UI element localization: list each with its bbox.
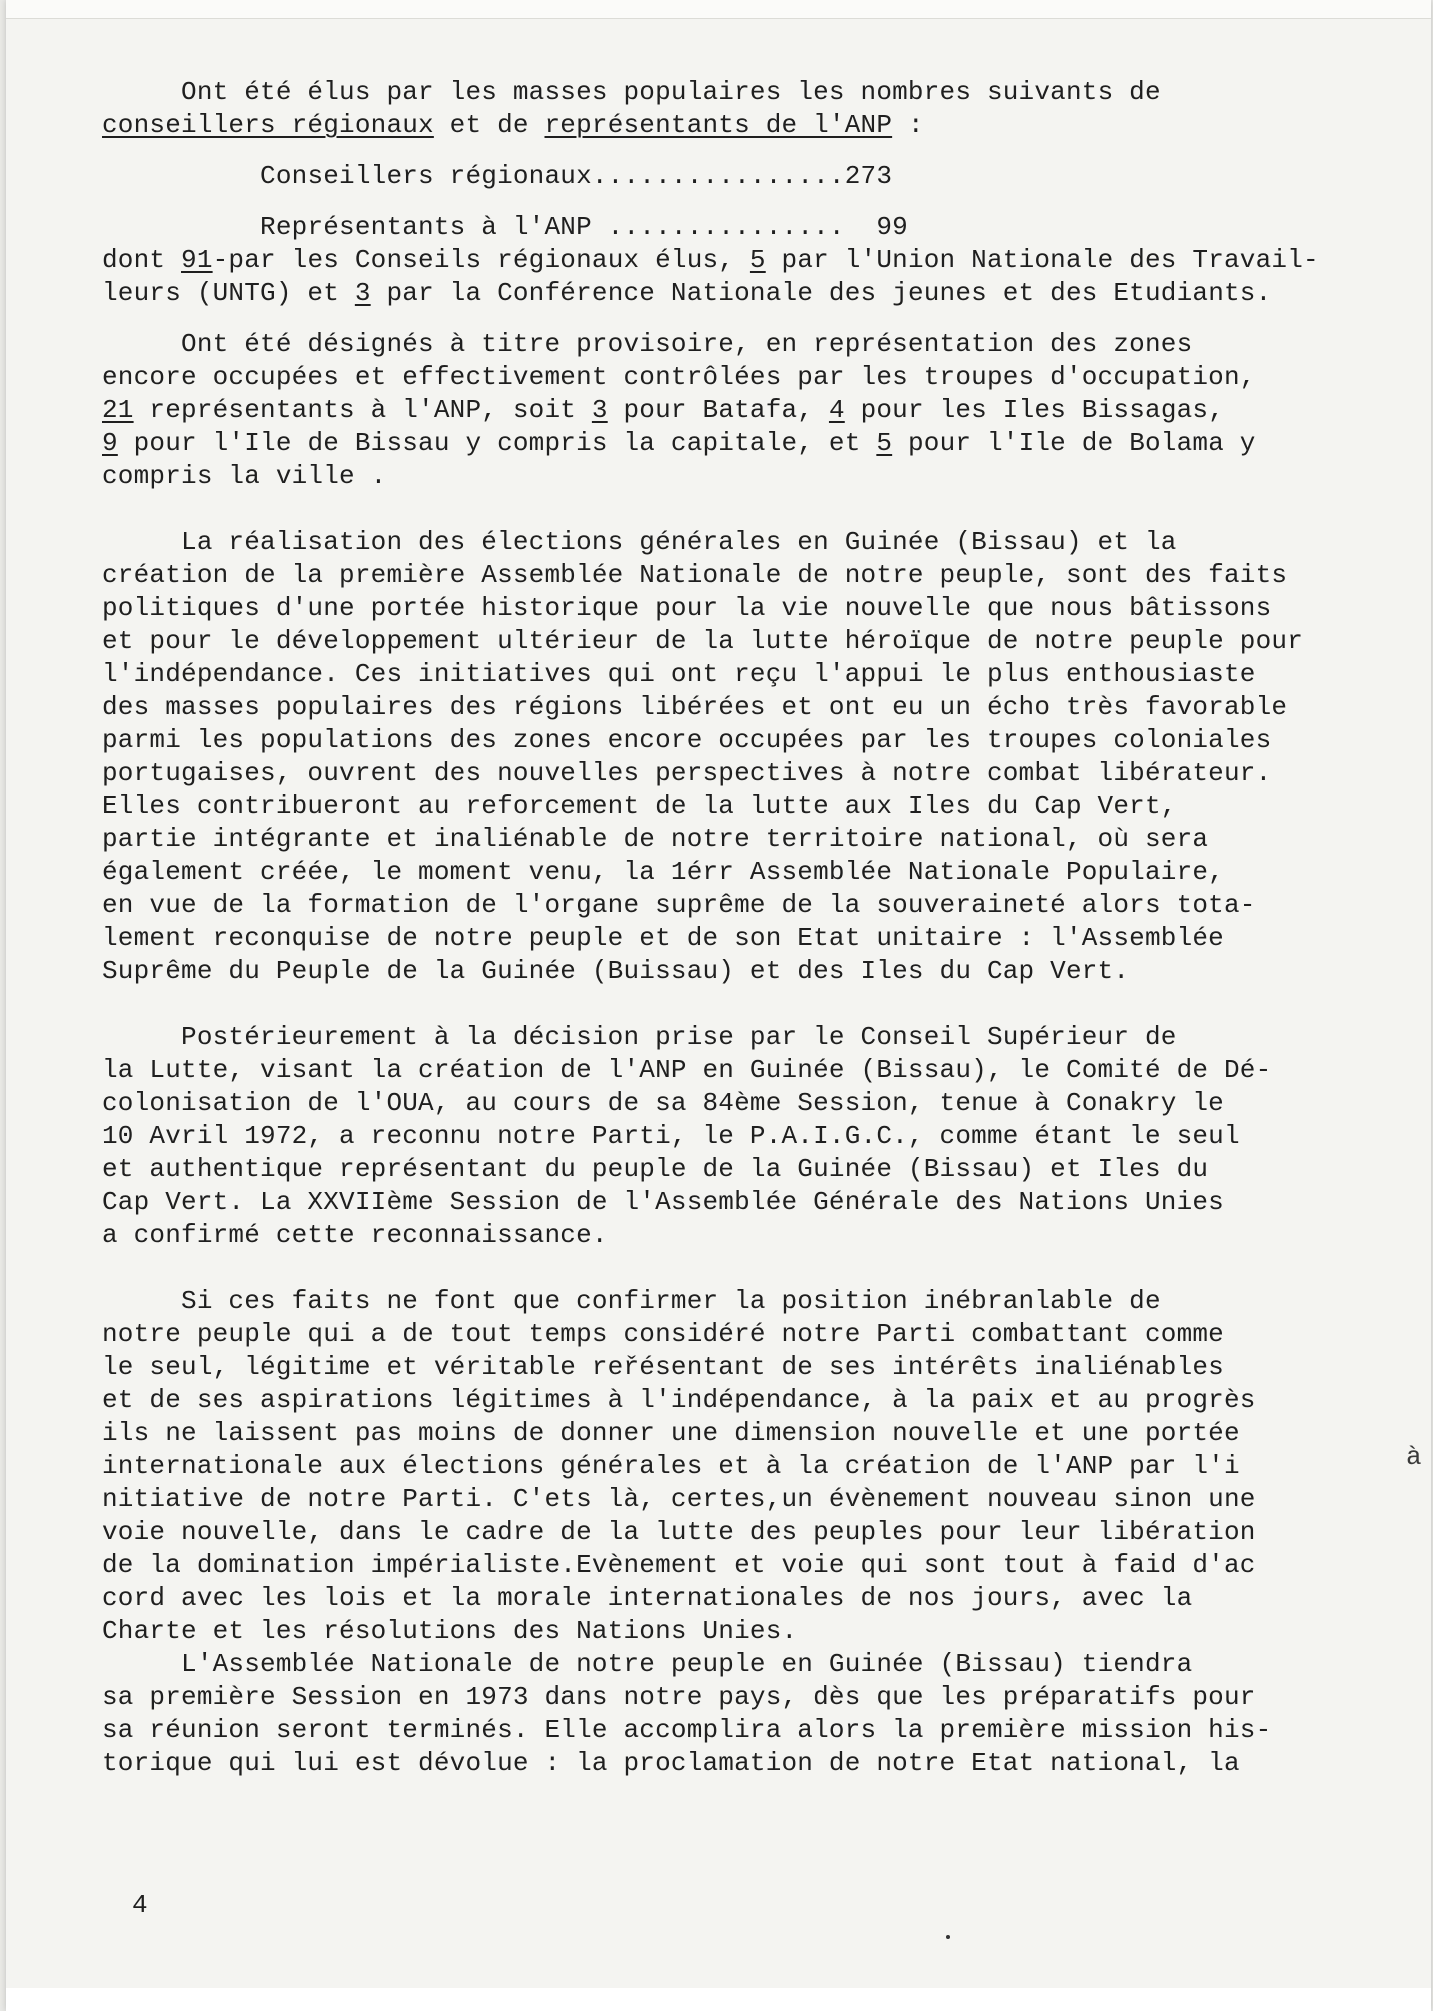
text-line: en vue de la formation de l'organe suprême de la souveraineté alors tota-: [102, 890, 1256, 920]
text-span: -par les Conseils régionaux élus,: [212, 245, 750, 275]
text-line: portugaises, ouvrent des nouvelles perspectives à notre combat libérateur.: [102, 758, 1272, 788]
text-line: [102, 76, 1382, 109]
text-line: cord avec les lois et la morale internationales de nos jours, avec la: [102, 1583, 1193, 1613]
count-regional: [102, 160, 1382, 193]
paragraph-elections: [102, 526, 1382, 988]
text-line: L'Assemblée Nationale de notre peuple en Guinée (Bissau) tiendra: [102, 1649, 1193, 1679]
underlined-number: 3: [354, 278, 371, 308]
text-line: [102, 394, 1382, 427]
count-anp: [102, 211, 1382, 244]
text-line: Si ces faits ne font que confirmer la position inébranlable de: [102, 1286, 1161, 1316]
text-span: leurs (UNTG) et: [102, 278, 355, 308]
page-top-fold: [6, 0, 1431, 19]
text-line: 10 Avril 1972, a reconnu notre Parti, le P.A.I.G.C., comme étant le seul: [102, 1121, 1240, 1151]
text-span: pour les Iles Bissagas,: [844, 395, 1225, 425]
text-span: Représentants à l'ANP ............... 99: [260, 212, 908, 242]
text-span: encore occupées et effectivement contrôlées par les troupes d'occupation,: [102, 362, 1256, 392]
text-line: et pour le développement ultérieur de la lutte héroïque de notre peuple pour: [102, 626, 1303, 656]
text-line: Suprême du Peuple de la Guinée (Buissau) et des Iles du Cap Vert.: [102, 956, 1130, 986]
text-line: nitiative de notre Parti. C'ets là, certes,un évènement nouveau sinon une: [102, 1484, 1256, 1514]
document-page: [6, 0, 1431, 2011]
text-span: pour l'Ile de Bissau y compris la capitale, et: [117, 428, 877, 458]
text-line: création de la première Assemblée Nationale de notre peuple, sont des faits: [102, 560, 1288, 590]
text-line: [102, 277, 1382, 310]
text-span: dont: [102, 245, 182, 275]
text-line: des masses populaires des régions libérées et ont eu un écho très favorable: [102, 692, 1288, 722]
text-span: Ont été élus par les masses populaires les nombres suivants de: [181, 77, 1161, 107]
text-line: sa réunion seront terminés. Elle accomplira alors la première mission his-: [102, 1715, 1272, 1745]
text-line: le seul, légitime et véritable reřésentant de ses intérêts inaliénables: [102, 1352, 1224, 1382]
underlined-number: 5: [749, 245, 766, 275]
page-bottom-edge: [6, 1988, 1431, 2011]
document-body: [102, 76, 1382, 1780]
text-line: Cap Vert. La XXVIIème Session de l'Assemblée Générale des Nations Unies: [102, 1187, 1224, 1217]
text-line: [102, 361, 1382, 394]
text-line: Postérieurement à la décision prise par le Conseil Supérieur de: [102, 1022, 1177, 1052]
text-line: [102, 244, 1382, 277]
text-span: Ont été désignés à titre provisoire, en représentation des zones: [102, 329, 1193, 359]
text-line: voie nouvelle, dans le cadre de la lutte des peuples pour leur libération: [102, 1517, 1256, 1547]
text-line: colonisation de l'OUA, au cours de sa 84ème Session, tenue à Conakry le: [102, 1088, 1224, 1118]
text-span: par la Conférence Nationale des jeunes et des Etudiants.: [370, 278, 1272, 308]
text-span: Conseillers régionaux................273: [260, 161, 893, 191]
paragraph-first-session: [102, 1648, 1382, 1780]
paragraph-international-scope: [102, 1285, 1382, 1648]
underlined-number: 3: [591, 395, 608, 425]
text-line: notre peuple qui a de tout temps considéré notre Parti combattant comme: [102, 1319, 1224, 1349]
stray-character: à: [1406, 1442, 1422, 1472]
text-span: pour l'Ile de Bolama y: [892, 428, 1256, 458]
text-span: compris la ville .: [102, 461, 387, 491]
text-line: Charte et les résolutions des Nations Unies.: [102, 1616, 798, 1646]
text-span: par l'Union Nationale des Travail-: [765, 245, 1319, 275]
text-span: et de: [433, 110, 545, 140]
text-line: [102, 427, 1382, 460]
text-line: ils ne laissent pas moins de donner une dimension nouvelle et une portée: [102, 1418, 1240, 1448]
text-line: et authentique représentant du peuple de la Guinée (Bissau) et Iles du: [102, 1154, 1209, 1184]
page-number: 4: [132, 1890, 148, 1920]
text-line: partie intégrante et inaliénable de notre territoire national, où sera: [102, 824, 1209, 854]
text-line: l'indépendance. Ces initiatives qui ont reçu l'appui le plus enthousiaste: [102, 659, 1256, 689]
text-line: [102, 109, 1382, 142]
underlined-text: conseillers régionaux: [102, 110, 434, 140]
text-line: [102, 460, 1382, 493]
text-line: politiques d'une portée historique pour la vie nouvelle que nous bâtissons: [102, 593, 1272, 623]
text-line: sa première Session en 1973 dans notre pays, dès que les préparatifs pour: [102, 1682, 1256, 1712]
text-line: parmi les populations des zones encore occupées par les troupes coloniales: [102, 725, 1272, 755]
text-line: Elles contribueront au reforcement de la lutte aux Iles du Cap Vert,: [102, 791, 1177, 821]
text-line: lement reconquise de notre peuple et de son Etat unitaire : l'Assemblée: [102, 923, 1224, 953]
text-line: et de ses aspirations légitimes à l'indépendance, à la paix et au progrès: [102, 1385, 1256, 1415]
paragraph-oua-recognition: [102, 1021, 1382, 1252]
text-line: torique qui lui est dévolue : la proclamation de notre Etat national, la: [102, 1748, 1240, 1778]
text-line: La réalisation des élections générales en Guinée (Bissau) et la: [102, 527, 1177, 557]
text-line: [102, 328, 1382, 361]
underlined-text: représentants de l'ANP: [544, 110, 893, 140]
text-line: a confirmé cette reconnaissance.: [102, 1220, 608, 1250]
underlined-number: 9: [102, 428, 118, 458]
text-line: la Lutte, visant la création de l'ANP en Guinée (Bissau), le Comité de Dé-: [102, 1055, 1272, 1085]
underlined-number: 91: [181, 245, 213, 275]
underlined-number: 5: [876, 428, 893, 458]
ink-dot: [946, 1935, 950, 1939]
text-span: :: [892, 110, 924, 140]
text-span: représentants à l'ANP, soit: [133, 395, 592, 425]
underlined-number: 21: [102, 395, 134, 425]
text-line: de la domination impérialiste.Evènement et voie qui sont tout à faid d'ac: [102, 1550, 1256, 1580]
text-span: pour Batafa,: [607, 395, 829, 425]
text-line: internationale aux élections générales et à la création de l'ANP par l'i: [102, 1451, 1240, 1481]
underlined-number: 4: [828, 395, 845, 425]
text-line: également créée, le moment venu, la 1érr Assemblée Nationale Populaire,: [102, 857, 1224, 887]
